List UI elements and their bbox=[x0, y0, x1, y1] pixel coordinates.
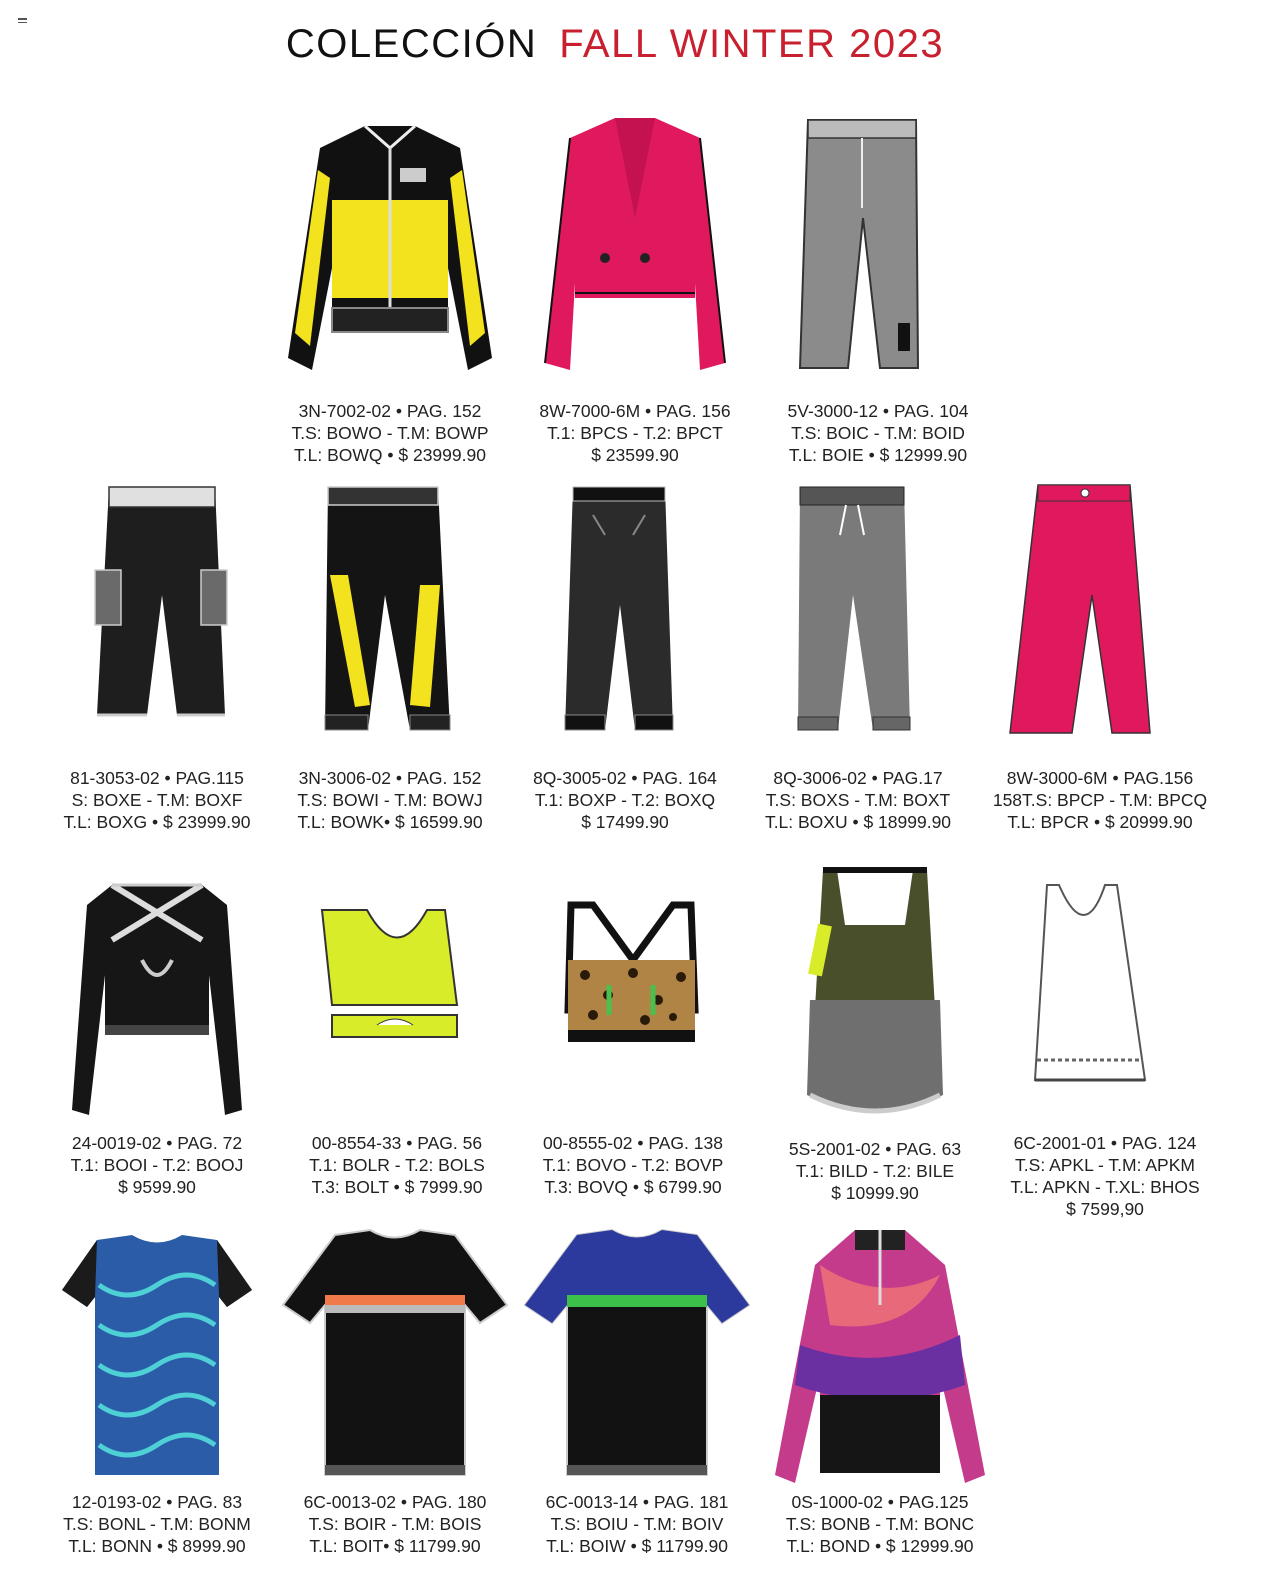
product-code: 6C-2001-01 • PAG. 124 bbox=[1013, 1133, 1197, 1153]
product-code: 81-3053-02 • PAG.115 bbox=[70, 768, 244, 788]
jogger-pants-icon bbox=[738, 475, 978, 745]
tshirt-icon bbox=[275, 1225, 515, 1495]
product-code: 8W-7000-6M • PAG. 156 bbox=[539, 401, 731, 421]
product-sizes: T.S: BONL - T.M: BONM bbox=[63, 1514, 251, 1534]
product-sizes: T.1: BPCS - T.2: BPCT bbox=[547, 423, 723, 443]
tank-top-icon bbox=[985, 865, 1225, 1135]
product-price: T.L: BPCR • $ 20999.90 bbox=[1007, 812, 1193, 832]
product-price: T.L: BOND • $ 12999.90 bbox=[786, 1536, 974, 1556]
product-sizes: T.S: BOIU - T.M: BOIV bbox=[550, 1514, 724, 1534]
product-code: 0S-1000-02 • PAG.125 bbox=[791, 1492, 969, 1512]
pants-icon bbox=[758, 108, 998, 378]
product-code: 00-8555-02 • PAG. 138 bbox=[543, 1133, 723, 1153]
product-code: 6C-0013-14 • PAG. 181 bbox=[545, 1492, 729, 1512]
product-sizes: T.S: BOIC - T.M: BOID bbox=[791, 423, 965, 443]
product-price: T.3: BOVQ • $ 6799.90 bbox=[544, 1177, 722, 1197]
product-price: T.3: BOLT • $ 7999.90 bbox=[311, 1177, 483, 1197]
half-zip-top-icon bbox=[760, 1225, 1000, 1495]
product-price: $ 7599,90 bbox=[1066, 1199, 1144, 1219]
jacket-icon bbox=[270, 108, 510, 378]
product-price: $ 23599.90 bbox=[591, 445, 679, 465]
product-code: 3N-7002-02 • PAG. 152 bbox=[298, 401, 482, 421]
product-price: $ 9599.90 bbox=[118, 1177, 196, 1197]
product-sizes: T.S: BOWI - T.M: BOWJ bbox=[297, 790, 483, 810]
sports-bra-icon bbox=[277, 865, 517, 1135]
product-sizes: T.1: BOLR - T.2: BOLS bbox=[309, 1155, 485, 1175]
product-sizes: T.S: BOIR - T.M: BOIS bbox=[308, 1514, 482, 1534]
product-code: 3N-3006-02 • PAG. 152 bbox=[298, 768, 482, 788]
product-code: 8Q-3006-02 • PAG.17 bbox=[773, 768, 943, 788]
product-sizes-extra: T.L: APKN - T.XL: BHOS bbox=[1010, 1177, 1200, 1197]
product-price: T.L: BONN • $ 8999.90 bbox=[68, 1536, 246, 1556]
product-price: T.L: BOWK• $ 16599.90 bbox=[297, 812, 483, 832]
product-sizes: S: BOXE - T.M: BOXF bbox=[71, 790, 243, 810]
sports-bra-icon bbox=[513, 865, 753, 1135]
cargo-pants-icon bbox=[37, 475, 277, 745]
product-price: T.L: BOXU • $ 18999.90 bbox=[764, 812, 952, 832]
product-sizes: T.S: APKL - T.M: APKM bbox=[1015, 1155, 1195, 1175]
jogger-pants-icon bbox=[270, 475, 510, 745]
product-sizes: T.S: BOXS - T.M: BOXT bbox=[765, 790, 951, 810]
product-sizes: T.S: BOWO - T.M: BOWP bbox=[291, 423, 489, 443]
product-code: 24-0019-02 • PAG. 72 bbox=[71, 1133, 243, 1153]
blazer-icon bbox=[515, 108, 755, 378]
tshirt-icon bbox=[517, 1225, 757, 1495]
product-code: 12-0193-02 • PAG. 83 bbox=[71, 1492, 243, 1512]
product-price: T.L: BOIW • $ 11799.90 bbox=[546, 1536, 728, 1556]
product-code: 5S-2001-02 • PAG. 63 bbox=[788, 1139, 962, 1159]
product-code: 8W-3000-6M • PAG.156 bbox=[1006, 768, 1194, 788]
long-sleeve-top-icon bbox=[37, 865, 277, 1135]
page-title bbox=[0, 22, 1230, 67]
tshirt-icon bbox=[37, 1225, 277, 1495]
product-price: T.L: BOXG • $ 23999.90 bbox=[63, 812, 251, 832]
product-code: 6C-0013-02 • PAG. 180 bbox=[303, 1492, 487, 1512]
product-sizes: T.S: BONB - T.M: BONC bbox=[785, 1514, 975, 1534]
wide-pants-icon bbox=[980, 475, 1220, 745]
product-price: $ 10999.90 bbox=[831, 1183, 919, 1203]
product-sizes: T.1: BOVO - T.2: BOVP bbox=[542, 1155, 724, 1175]
product-sizes: T.1: BOOI - T.2: BOOJ bbox=[70, 1155, 244, 1175]
pants-icon bbox=[505, 475, 745, 745]
title-collection: COLECCIÓN bbox=[285, 22, 538, 66]
product-code: 00-8554-33 • PAG. 56 bbox=[311, 1133, 483, 1153]
title-season: FALL WINTER 2023 bbox=[559, 22, 945, 66]
product-sizes: T.1: BILD - T.2: BILE bbox=[795, 1161, 955, 1181]
product-code: 8Q-3005-02 • PAG. 164 bbox=[533, 768, 717, 788]
tank-top-icon bbox=[755, 865, 995, 1135]
product-price: $ 17499.90 bbox=[581, 812, 669, 832]
product-price: T.L: BOWQ • $ 23999.90 bbox=[294, 445, 486, 465]
product-code: 5V-3000-12 • PAG. 104 bbox=[787, 401, 969, 421]
product-sizes: T.1: BOXP - T.2: BOXQ bbox=[534, 790, 716, 810]
product-sizes: 158T.S: BPCP - T.M: BPCQ bbox=[992, 790, 1208, 810]
product-price: T.L: BOIE • $ 12999.90 bbox=[788, 445, 968, 465]
product-price: T.L: BOIT• $ 11799.90 bbox=[309, 1536, 481, 1556]
